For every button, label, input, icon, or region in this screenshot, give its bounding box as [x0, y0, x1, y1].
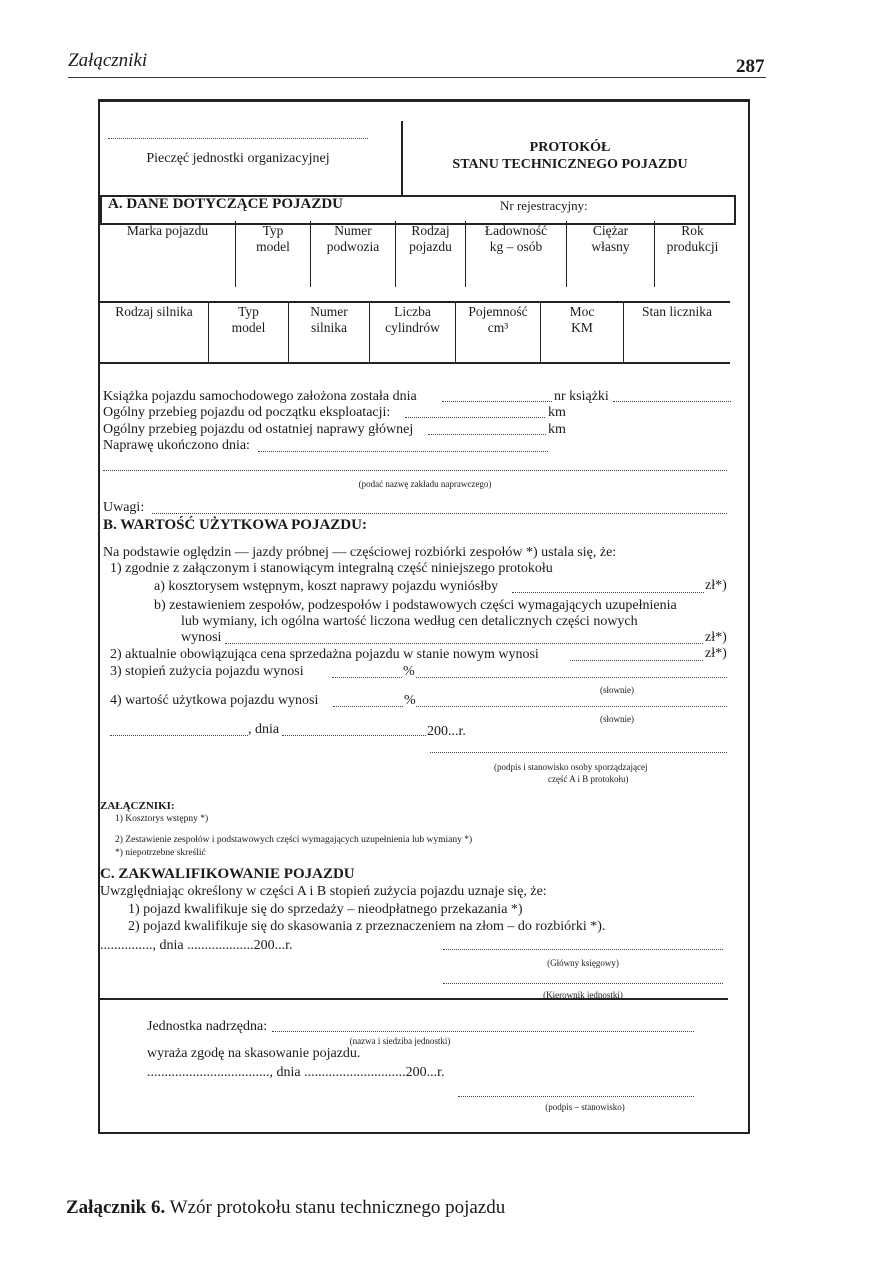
- section-c-item2: 2) pojazd kwalifikuje się do skasowania z przeznaczeniem na złom – do rozbiórki *).: [128, 919, 606, 934]
- attachments-footnote: *) niepotrzebne skreślić: [115, 848, 206, 858]
- section-c-item1: 1) pojazd kwalifikuje się do sprzedaży – nieodpłatnego przekazania *): [128, 902, 523, 917]
- col-ciezar: Ciężar własny: [567, 221, 655, 287]
- section-b-item2: 2) aktualnie obowiązująca cena sprzedażna pojazdu w stanie nowym wynosi: [110, 647, 539, 662]
- item3-words-note: (słownie): [600, 685, 634, 695]
- section-b-item1b-l3: wynosi: [181, 630, 222, 645]
- protocol-title-1: PROTOKÓŁ: [529, 140, 611, 155]
- attachment-1: 1) Kosztorys wstępny *): [115, 814, 209, 824]
- figure-caption: [66, 1197, 505, 1219]
- mileage-total-unit: km: [548, 405, 566, 420]
- section-b-title: B. WARTOŚĆ UŻYTKOWA POJAZDU:: [103, 517, 367, 533]
- superior-label: Jednostka nadrzędna:: [147, 1019, 268, 1034]
- mileage-repair-field[interactable]: [428, 434, 546, 435]
- table2-bottom-rule: [100, 362, 730, 364]
- stamp-dotted-line: [108, 138, 368, 139]
- chief-accountant-note: (Główny księgowy): [547, 958, 619, 968]
- item1a-field[interactable]: [512, 592, 704, 593]
- col-marka: Marka pojazdu: [100, 221, 236, 287]
- title-divider: [401, 121, 403, 195]
- superior-date: ..................................., dnia .............................200...r.: [147, 1065, 445, 1080]
- date-label-b: , dnia: [248, 722, 280, 737]
- superior-note: (nazwa i siedziba jednostki): [349, 1036, 451, 1046]
- remarks-label: Uwagi:: [103, 500, 145, 515]
- caption-text: Wzór protokołu stanu technicznego pojazdu: [169, 1197, 506, 1218]
- col-typ: Typ model: [236, 221, 311, 287]
- superior-field[interactable]: [272, 1031, 694, 1032]
- place-field-b[interactable]: [110, 735, 248, 736]
- stamp-label: Pieczęć jednostki organizacyjnej: [146, 151, 330, 166]
- col-numer-silnika: Numer silnika: [289, 302, 370, 362]
- attachment-2: 2) Zestawienie zespołów i podstawowych części wymagających uzupełnienia lub wymiany *): [115, 835, 473, 845]
- col-pojemnosc: Pojemność cm³: [456, 302, 541, 362]
- running-title: Załączniki: [68, 50, 148, 71]
- section-b-item1: 1) zgodnie z załączonym i stanowiącym integralną część niniejszego protokołu: [110, 561, 553, 576]
- attachments-title: ZAŁĄCZNIKI:: [100, 800, 175, 812]
- col-ladownosc: Ładowność kg – osób: [466, 221, 567, 287]
- superior-signature-field[interactable]: [458, 1096, 694, 1097]
- book-nr-label: nr książki: [554, 389, 609, 404]
- item4-percent: %: [404, 693, 416, 708]
- section-b-intro: Na podstawie oględzin — jazdy próbnej — częściowej rozbiórki zespołów *) ustala się, że:: [103, 545, 617, 560]
- workshop-note: (podać nazwę zakładu naprawczego): [358, 479, 492, 489]
- item4-words-note: (słownie): [600, 714, 634, 724]
- item2-field[interactable]: [570, 660, 703, 661]
- protocol-title-2: STANU TECHNICZNEGO POJAZDU: [452, 157, 688, 172]
- header-rule: [68, 77, 766, 78]
- year-label-b: 200...r.: [427, 724, 466, 739]
- mileage-total-field[interactable]: [405, 417, 545, 418]
- col-typ-silnika: Typ model: [209, 302, 289, 362]
- item1b-currency: zł*): [705, 630, 727, 645]
- signature-field-b[interactable]: [430, 752, 727, 753]
- section-b-item1a: a) kosztorysem wstępnym, koszt naprawy pojazdu wyniósłby: [154, 579, 499, 594]
- section-c-intro: Uwzględniając określony w części A i B stopień zużycia pojazdu uznaje się, że:: [100, 884, 547, 899]
- item1b-field[interactable]: [225, 643, 703, 644]
- page-number: 287: [736, 56, 765, 77]
- col-rok: Rok produkcji: [666, 223, 719, 254]
- mileage-repair-unit: km: [548, 422, 566, 437]
- col-moc: Moc KM: [541, 302, 624, 362]
- repair-done-field[interactable]: [258, 451, 548, 452]
- item2-currency: zł*): [705, 646, 727, 661]
- item3-field[interactable]: [332, 677, 402, 678]
- item3-percent: %: [403, 664, 415, 679]
- caption-label: Załącznik 6.: [66, 1197, 166, 1218]
- repair-done-label: Naprawę ukończono dnia:: [103, 438, 250, 453]
- section-c-rule: [98, 998, 728, 1000]
- workshop-field[interactable]: [103, 470, 727, 471]
- section-a-title: A. DANE DOTYCZĄCE POJAZDU: [108, 196, 344, 212]
- superior-consent: wyraża zgodę na skasowanie pojazdu.: [147, 1046, 361, 1061]
- book-line-label: Książka pojazdu samochodowego założona została dnia: [103, 389, 417, 404]
- engine-data-table: [100, 302, 730, 362]
- item3-words-field[interactable]: [416, 677, 727, 678]
- section-b-item4: 4) wartość użytkowa pojazdu wynosi: [110, 693, 319, 708]
- date-field-b[interactable]: [282, 735, 426, 736]
- section-b-item1b-l2: lub wymiany, ich ogólna wartość liczona według cen detalicznych części nowych: [181, 614, 638, 629]
- item1a-currency: zł*): [705, 578, 727, 593]
- signature-note-b-2: część A i B protokołu): [548, 774, 629, 784]
- section-c-date: ..............., dnia ...................200...r.: [100, 938, 293, 953]
- section-b-item1b-l1: b) zestawieniem zespołów, podzespołów i podstawowych części wymagających uzupełnienia: [154, 598, 677, 613]
- col-numer-podwozia: Numer podwozia: [311, 221, 396, 287]
- chief-accountant-field[interactable]: [443, 949, 723, 950]
- manager-field[interactable]: [443, 983, 723, 984]
- mileage-total-label: Ogólny przebieg pojazdu od początku eksploatacji:: [103, 405, 391, 420]
- item4-field[interactable]: [333, 706, 403, 707]
- registration-label: Nr rejestracyjny:: [500, 198, 588, 213]
- item4-words-field[interactable]: [416, 706, 727, 707]
- mileage-repair-label: Ogólny przebieg pojazdu od ostatniej naprawy głównej: [103, 422, 414, 437]
- section-c-title: C. ZAKWALIFIKOWANIE POJAZDU: [100, 866, 355, 882]
- section-b-item3: 3) stopień zużycia pojazdu wynosi: [110, 664, 304, 679]
- remarks-field[interactable]: [152, 513, 727, 514]
- book-nr-field[interactable]: [613, 401, 731, 402]
- book-date-field[interactable]: [442, 401, 552, 402]
- col-stan-licznika: Stan licznika: [641, 304, 713, 319]
- col-rodzaj-silnika: Rodzaj silnika: [100, 302, 209, 362]
- col-rodzaj: Rodzaj pojazdu: [396, 221, 466, 287]
- col-liczba-cylindrow: Liczba cylindrów: [370, 302, 456, 362]
- superior-signature-note: (podpis – stanowisko): [545, 1102, 625, 1112]
- manager-note: (Kierownik jednostki): [543, 990, 623, 1000]
- vehicle-data-table: [100, 221, 730, 287]
- signature-note-b-1: (podpis i stanowisko osoby sporządzającej: [494, 762, 648, 772]
